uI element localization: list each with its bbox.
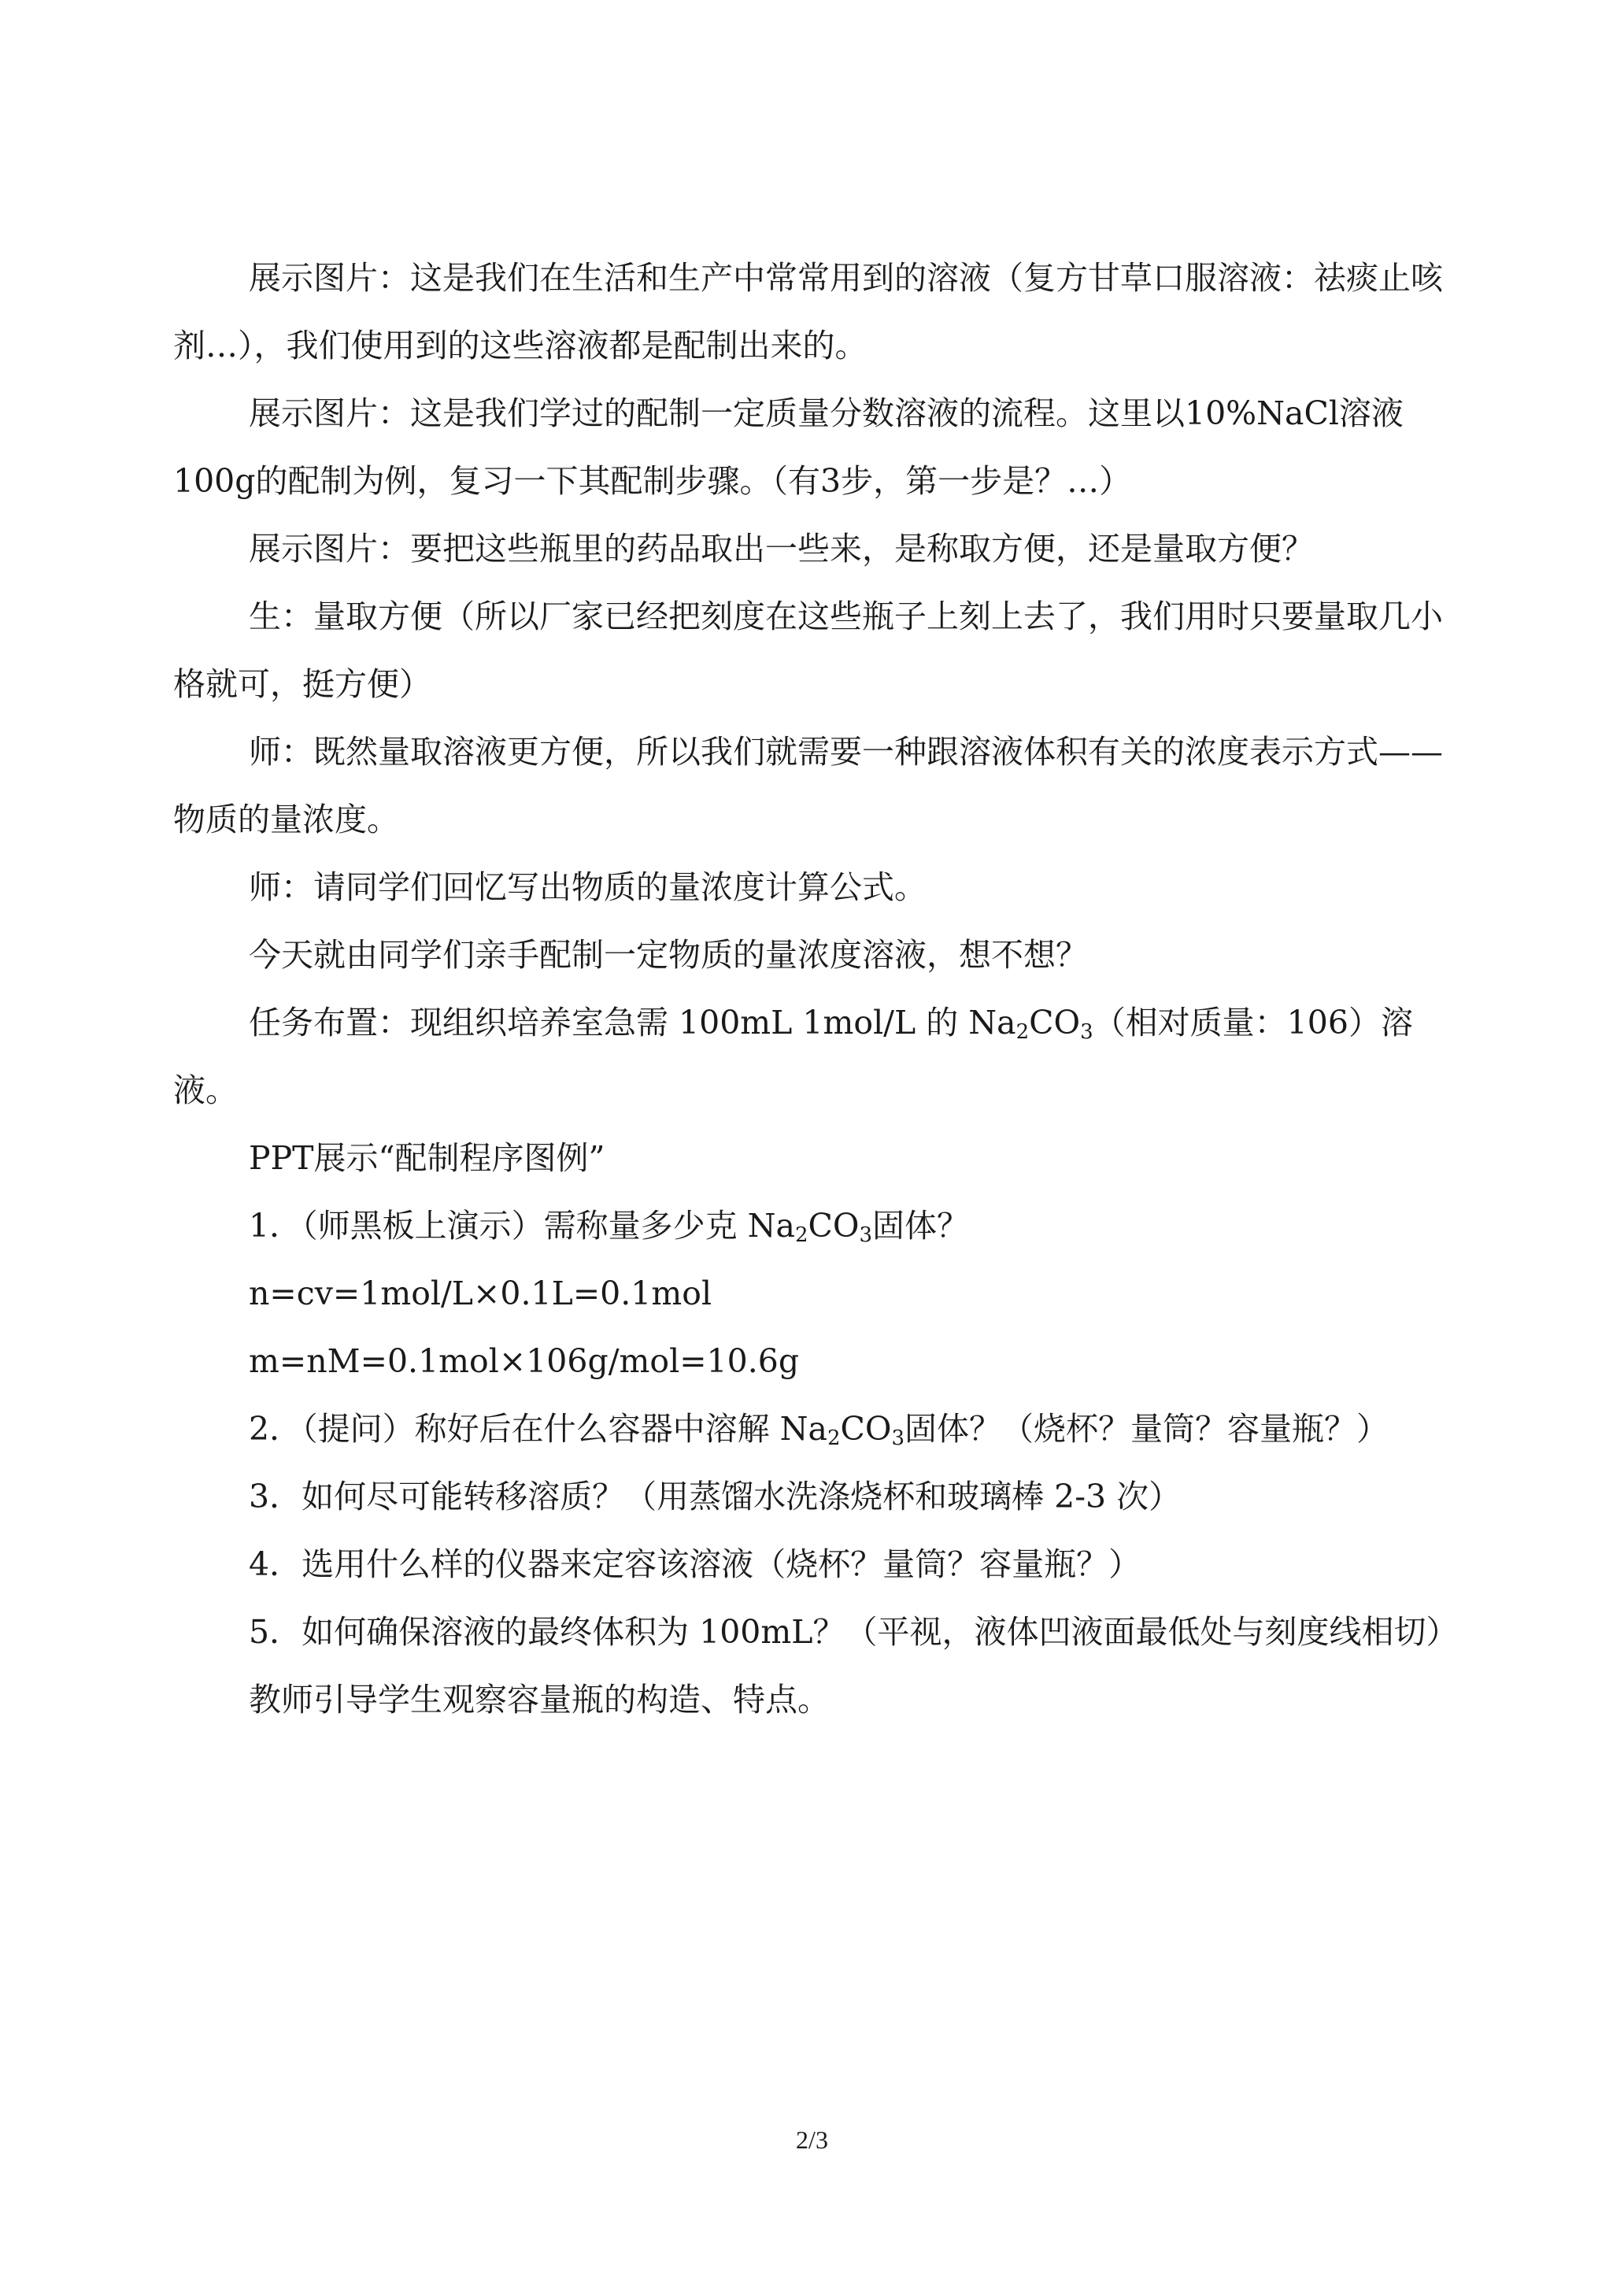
paragraph: 展示图片：这是我们在生活和生产中常常用到的溶液（复方甘草口服溶液：祛痰止咳剂…），我们使用到的这些溶液都是配制出来的。 bbox=[173, 259, 1443, 364]
step-4: 4．选用什么样的仪器来定容该溶液（烧杯？量筒？容量瓶？） bbox=[249, 1545, 1141, 1583]
ppt-line: PPT展示“配制程序图例” bbox=[249, 1139, 605, 1177]
step-2: 2．（提问）称好后在什么容器中溶解 $Na_2CO_3$固体？（烧杯？量筒？容量瓶？） bbox=[249, 1410, 1389, 1450]
step-5: 5．如何确保溶液的最终体积为 100mL？（平视，液体凹液面最低处与刻度线相切） bbox=[249, 1613, 1459, 1651]
page-number: 2/3 bbox=[796, 2126, 828, 2154]
formula-line: n=cv=1mol/L×0.1L=0.1mol bbox=[249, 1275, 712, 1312]
paragraph: 展示图片：要把这些瓶里的药品取出一些来，是称取方便，还是量取方便？ bbox=[249, 530, 1314, 568]
step-3: 3．如何尽可能转移溶质？（用蒸馏水洗涤烧杯和玻璃棒 2-3 次） bbox=[249, 1478, 1182, 1515]
step-1: 1．（师黑板上演示）需称量多少克 $Na_2CO_3$固体？ bbox=[249, 1207, 970, 1247]
paragraph: 今天就由同学们亲手配制一定物质的量浓度溶液，想不想？ bbox=[249, 936, 1088, 974]
formula-line: m=nM=0.1mol×106g/mol=10.6g bbox=[249, 1342, 800, 1380]
paragraph: 生：量取方便（所以厂家已经把刻度在这些瓶子上刻上去了，我们用时只要量取几小格就可，挺方便） bbox=[173, 598, 1443, 703]
paragraph: 师：请同学们回忆写出物质的量浓度计算公式。 bbox=[249, 868, 927, 906]
closing-paragraph: 教师引导学生观察容量瓶的构造、特点。 bbox=[249, 1681, 830, 1719]
task-paragraph: 任务布置：现组织培养室急需 100mL 1mol/L 的 $Na_2CO_3$（相对质量：106）溶液。 bbox=[173, 1004, 1413, 1109]
body-text bbox=[173, 244, 1459, 1733]
paragraph: 师：既然量取溶液更方便，所以我们就需要一种跟溶液体积有关的浓度表示方式——物质的量浓度。 bbox=[173, 733, 1443, 838]
paragraph: 展示图片：这是我们学过的配制一定质量分数溶液的流程。这里以10%NaCl溶液100g的配制为例，复习一下其配制步骤。（有3步，第一步是？…） bbox=[173, 394, 1404, 500]
